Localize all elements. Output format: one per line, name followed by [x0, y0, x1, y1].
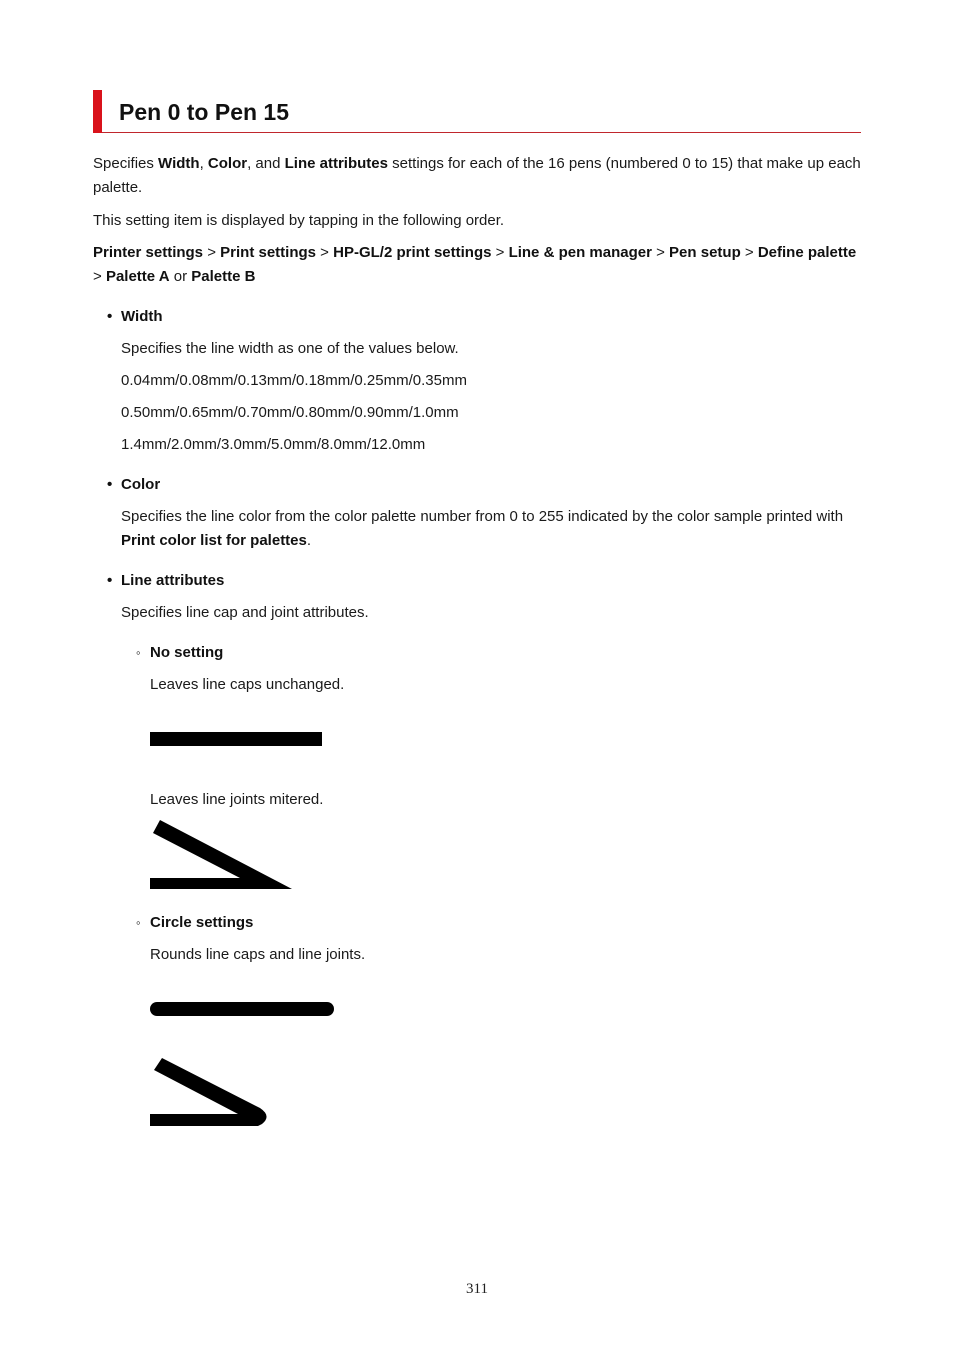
- page-title: Pen 0 to Pen 15: [119, 99, 290, 125]
- sub-bullet-circle-settings: ◦ Circle settings: [150, 911, 253, 935]
- width-description: Specifies the line width as one of the values below.: [121, 340, 459, 357]
- circle-settings-text: Rounds line caps and line joints.: [150, 946, 366, 963]
- heading-accent-bar: [93, 90, 102, 133]
- term-print-color-list: Print color list for palettes: [121, 532, 307, 549]
- no-setting-caps-text: Leaves line caps unchanged.: [150, 676, 345, 693]
- bullet-dot-icon: •: [107, 572, 113, 589]
- order-note: This setting item is displayed by tapping in the following order.: [93, 212, 505, 229]
- bullet-dot-icon: •: [107, 308, 113, 325]
- page-number: 311: [466, 1281, 488, 1297]
- color-description: Specifies the line color from the color palette number from 0 to 255 indicated by the color sample printed with Print color list for palettes.: [121, 508, 844, 549]
- menu-path: Printer settings > Print settings > HP-GL/2 print settings > Line & pen manager > Pen setup > Define palette > Palette A or Palette B: [93, 244, 857, 285]
- butt-cap-line-illustration: [150, 732, 324, 748]
- intro-paragraph: Specifies Width, Color, and Line attributes settings for each of the 16 pens (numbered 0 to 15) that make up each palette.: [93, 155, 861, 196]
- term-line-attributes: Line attributes: [284, 155, 388, 172]
- width-values-row: 1.4mm/2.0mm/3.0mm/5.0mm/8.0mm/12.0mm: [121, 436, 426, 453]
- term-width: Width: [158, 155, 200, 172]
- bullet-width: • Width: [121, 305, 163, 329]
- no-setting-joints-text: Leaves line joints mitered.: [150, 791, 324, 808]
- round-cap-line-illustration: [150, 1000, 336, 1018]
- width-values-row: 0.50mm/0.65mm/0.70mm/0.80mm/0.90mm/1.0mm: [121, 404, 459, 421]
- width-values-row: 0.04mm/0.08mm/0.13mm/0.18mm/0.25mm/0.35mm: [121, 372, 467, 389]
- bullet-color: • Color: [121, 473, 160, 497]
- bullet-line-attributes: • Line attributes: [121, 569, 224, 593]
- section-heading: [93, 90, 861, 133]
- sub-bullet-no-setting: ◦ No setting: [150, 641, 223, 665]
- term-color: Color: [207, 155, 248, 172]
- round-joint-illustration: [150, 1056, 270, 1128]
- bullet-dot-icon: •: [107, 476, 113, 493]
- miter-joint-illustration: [150, 820, 292, 890]
- line-attributes-description: Specifies line cap and joint attributes.: [121, 604, 369, 621]
- sub-bullet-circle-icon: ◦: [136, 915, 141, 930]
- sub-bullet-circle-icon: ◦: [136, 645, 141, 660]
